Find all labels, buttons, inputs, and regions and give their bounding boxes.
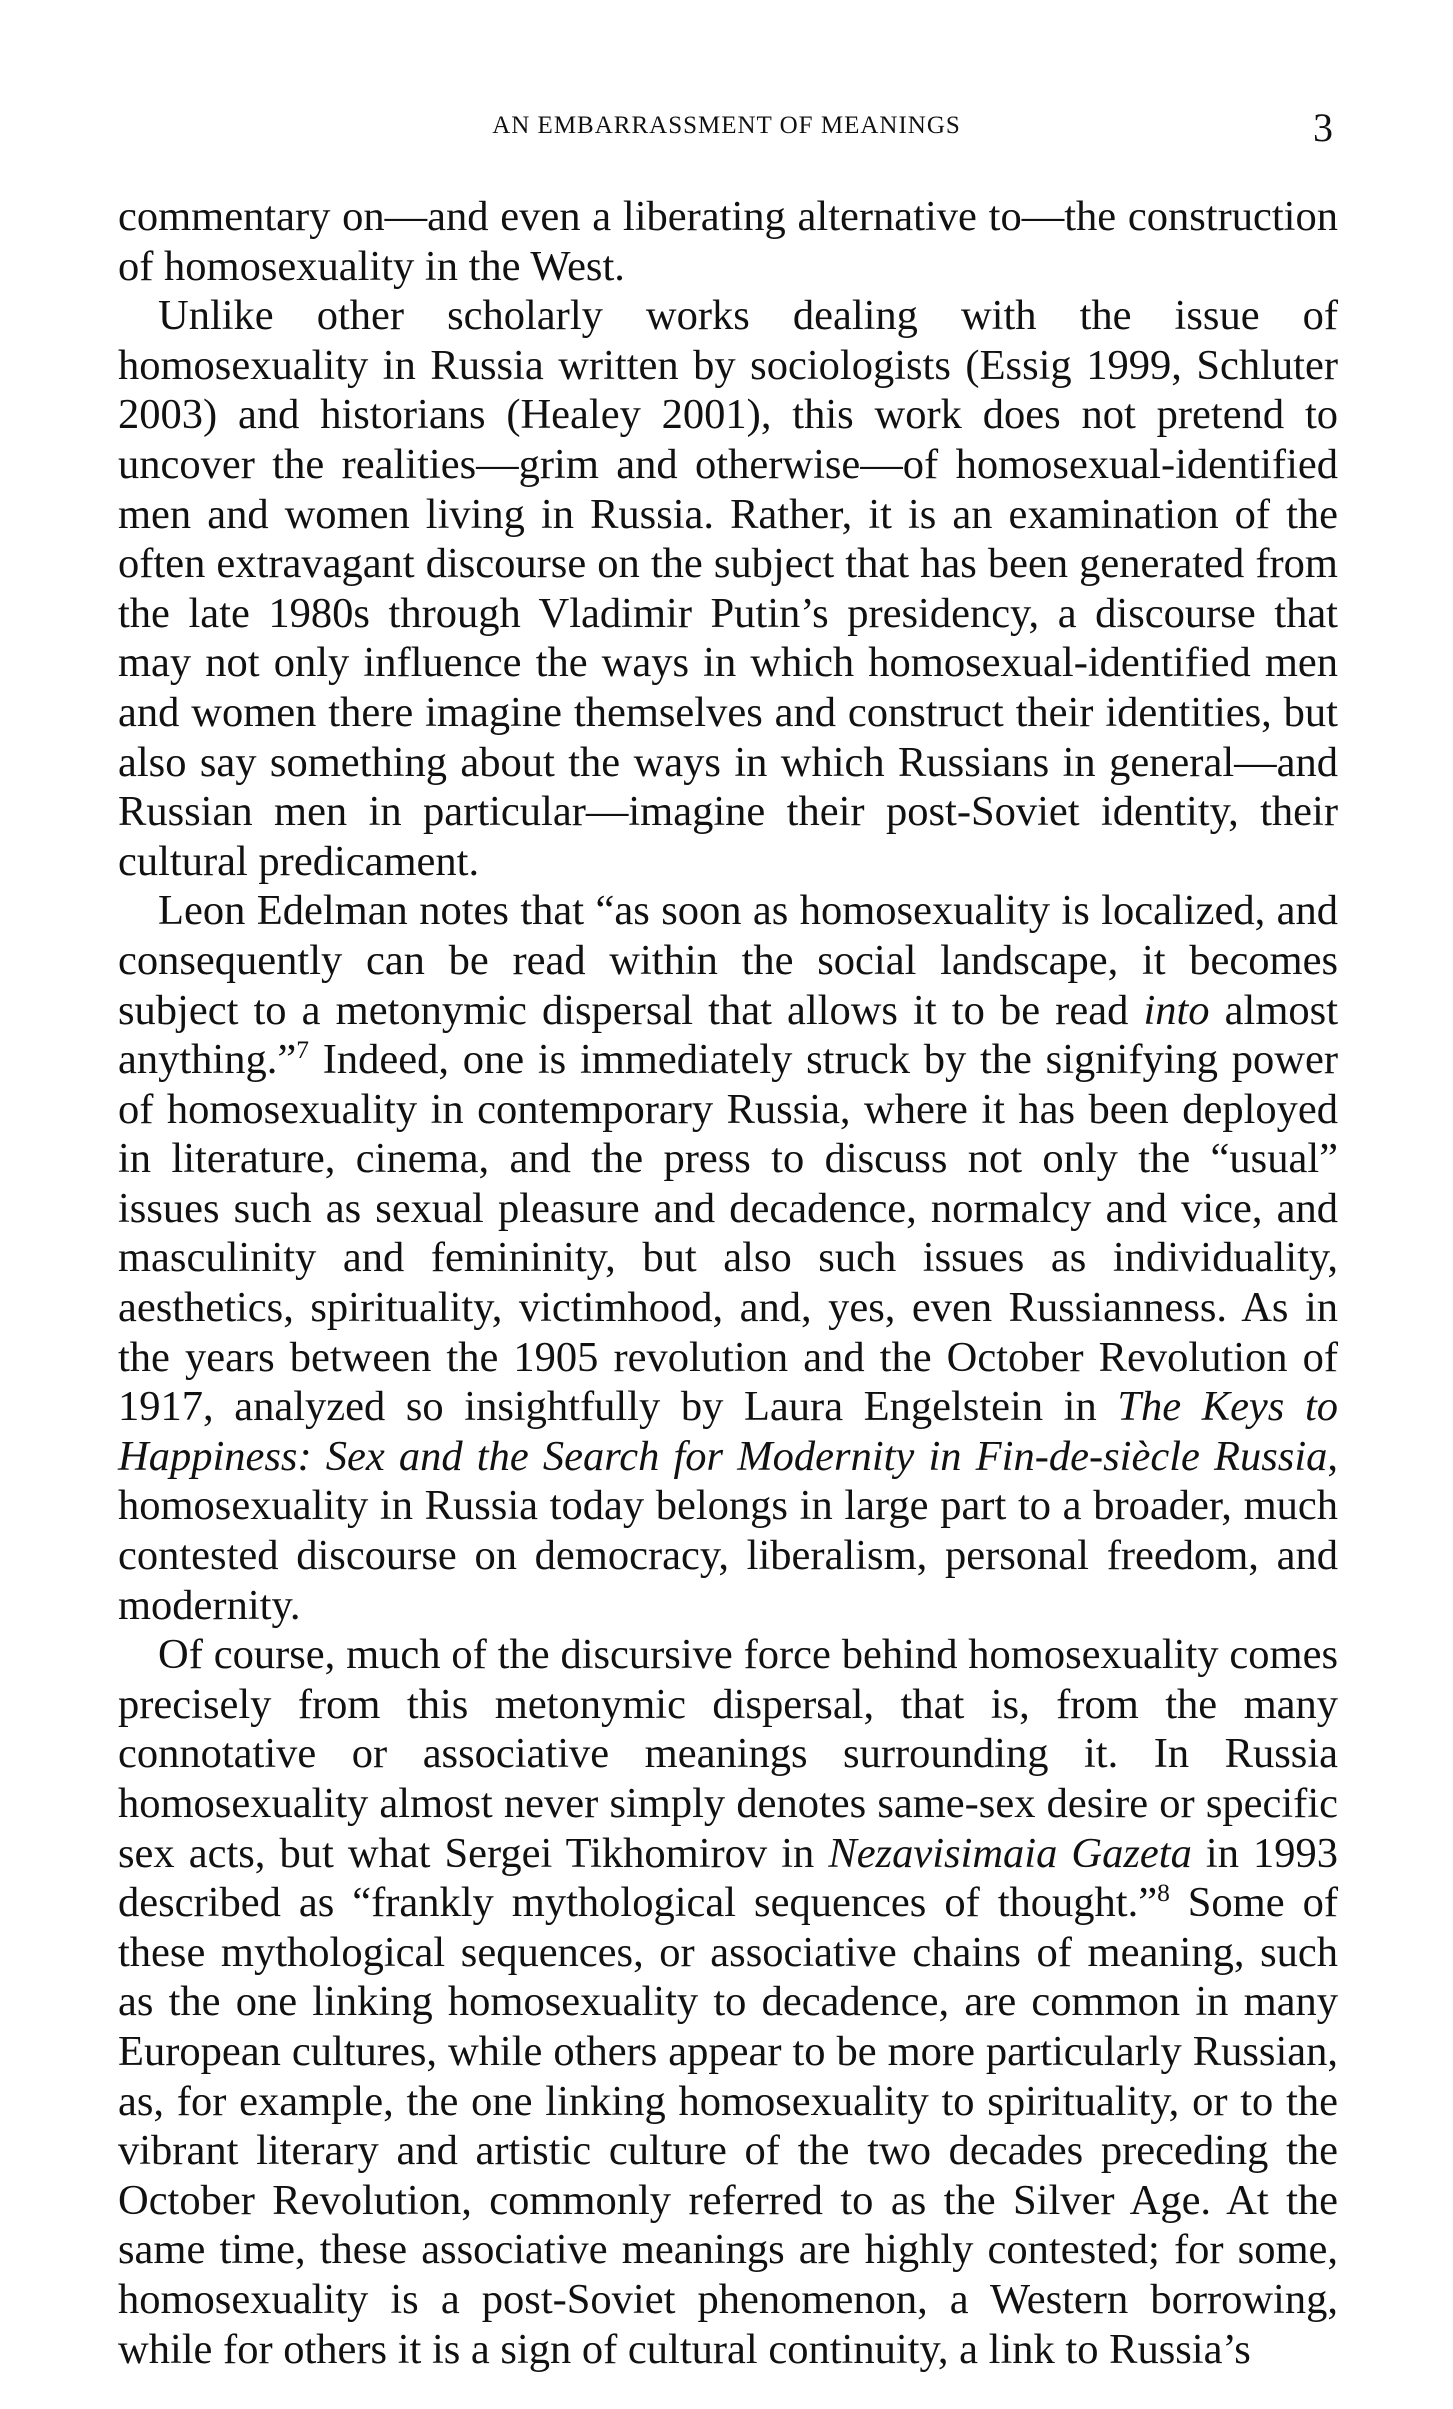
paragraph-continued [118, 192, 1338, 291]
book-title-italic: The Keys to Happiness: Sex and the Search for Modernity in Fin-de-siècle Russia [118, 1383, 1339, 1480]
page-number: 3 [1313, 105, 1333, 150]
paragraph [118, 1630, 1338, 2374]
paragraph-text: commentary on—and even a liberating alternative to—the construction of homosexuality in the West. [118, 193, 1338, 290]
paragraph-text: Leon Edelman notes that “as soon as homosexuality is localized, and consequently can be read within the social landscape, it becomes subject to a metonymic dispersal that allows it to be read [118, 887, 1338, 1034]
paragraph [118, 291, 1338, 886]
paragraph-text: Of course, much of the discursive force behind homosexuality comes precisely from this metonymic dispersal, that is, from the many connotative or associative meanings surrounding it. In Russia homosexuality almost never simply denotes same-sex desire or specific sex acts, but what Sergei Tikhomirov in [118, 1631, 1338, 1877]
running-head [0, 105, 1453, 150]
paragraph-text: almost anything.” [118, 986, 1339, 1084]
body-text [118, 192, 1338, 2374]
paragraph-text: Unlike other scholarly works dealing with the issue of homosexuality in Russia written by sociologists (Essig 1999, Schluter 2003) and historians (Healey 2001), this work does not pretend to uncover the realities—grim and otherwise—of homosexual-identified men and women living in Russia. Rather, it is an examination of the often extravagant discourse on the subject that has been generated from the late 1980s through Vladimir Putin’s presidency, a discourse that may not only influence the ways in which homosexual-identified men and women there imagine themselves and construct their identities, but also say something about the ways in which Russians in general—and Russian men in particular—imagine their post-Soviet identity, their cultural predicament. [118, 292, 1338, 885]
italic-emphasis: into [1143, 986, 1210, 1034]
paragraph-text: in 1993 described as “frankly mythological sequences of thought.” [118, 1829, 1339, 1927]
paragraph-text: Indeed, one is immediately struck by the signifying power of homosexuality in contemporary Russia, where it has been deployed in literature, cinema, and the press to discuss not only the “usual” issues such as sexual pleasure and decadence, normalcy and vice, and masculinity and femininity, but also such issues as individuality, aesthetics, spirituality, victimhood, and, yes, even Russianness. As in the years between the 1905 revolution and the October Revolution of 1917, analyzed so insightfully by Laura Engelstein in [118, 1036, 1338, 1431]
paragraph-text: , homosexuality in Russia today belongs in large part to a broader, much contested discourse on democracy, liberalism, personal freedom, and modernity. [118, 1432, 1338, 1629]
running-title: AN EMBARRASSMENT OF MEANINGS [492, 112, 961, 139]
paragraph [118, 886, 1338, 1630]
footnote-marker: 7 [296, 1034, 309, 1064]
paragraph-text: Some of these mythological sequences, or associative chains of meaning, such as the one linking homosexuality to decadence, are common in many European cultures, while others appear to be more particularly Russian, as, for example, the one linking homosexuality to spirituality, or to the vibrant literary and artistic culture of the two decades preceding the October Revolution, commonly referred to as the Silver Age. At the same time, these associative meanings are highly contested; for some, homosexuality is a post-Soviet phenomenon, a Western borrowing, while for others it is a sign of cultural continuity, a link to Russia’s [118, 1879, 1338, 2373]
newspaper-title-italic: Nezavisimaia Gazeta [828, 1829, 1192, 1877]
footnote-marker: 8 [1157, 1878, 1170, 1908]
